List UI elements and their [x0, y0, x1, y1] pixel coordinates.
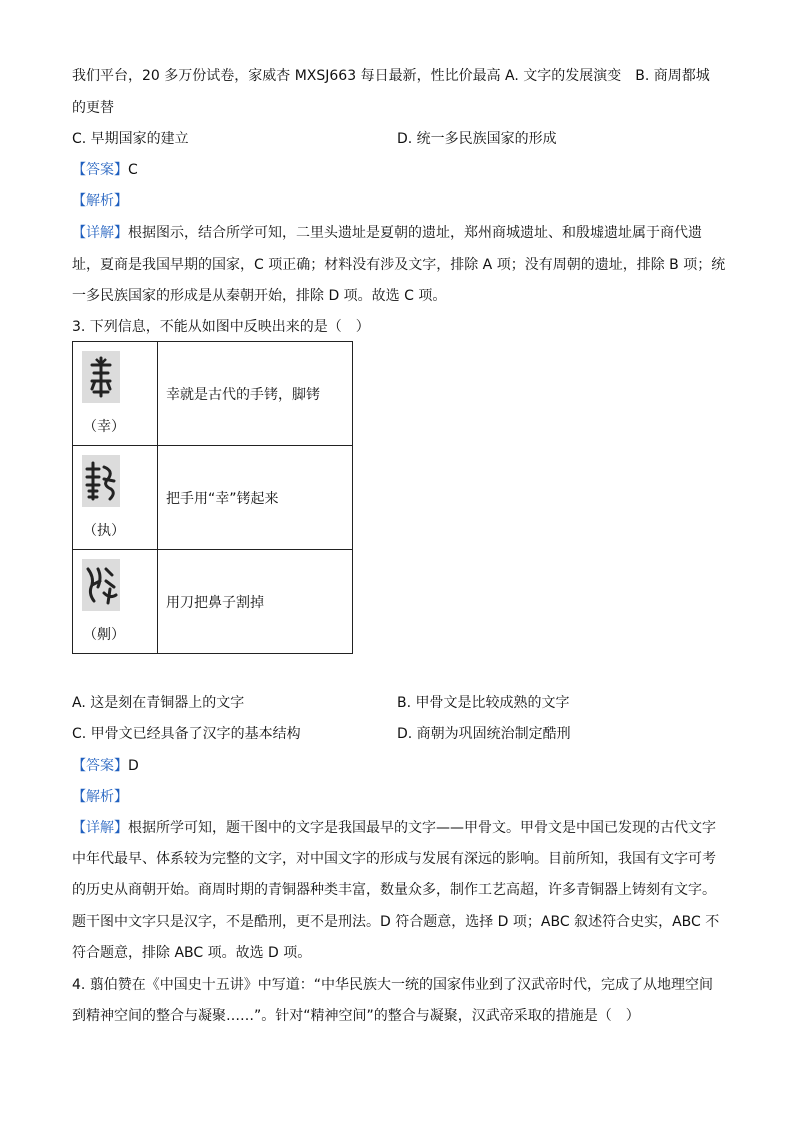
glyph-zhi-icon	[84, 459, 118, 503]
q2-detail-line-3: 一多民族国家的形成是从秦朝开始，排除 D 项。故选 C 项。	[72, 288, 447, 304]
intro-line-2: 的更替	[72, 100, 114, 116]
q3-analysis-tag	[72, 787, 732, 807]
q3-option-d: D. 商朝为巩固统治制定酷刑	[397, 726, 571, 742]
q2-detail-line-1	[72, 223, 732, 243]
intro-line-1: 我们平台，20 多万份试卷，家威杏 MXSJ663 每日最新，性比价最高 A. 文字的发展演变 B. 商周都城	[72, 68, 710, 84]
glyph-cell	[73, 446, 158, 550]
glyph-cell	[73, 342, 158, 446]
q3-detail-line-5: 符合题意，排除 ABC 项。故选 D 项。	[72, 945, 312, 961]
table-row	[73, 342, 353, 446]
answer-tag: 【答案】	[72, 162, 128, 178]
glyph-description: 用刀把鼻子割掉	[158, 550, 353, 654]
detail-tag: 【详解】	[72, 225, 128, 241]
table-row	[73, 446, 353, 550]
q3-option-b: B. 甲骨文是比较成熟的文字	[397, 695, 570, 711]
q2-analysis-tag	[72, 191, 732, 211]
oracle-glyph-image	[82, 559, 120, 611]
answer-value: D	[128, 758, 139, 774]
glyph-description: 幸就是古代的手铐，脚铐	[158, 342, 353, 446]
detail-text: 根据图示，结合所学可知，二里头遗址是夏朝的遗址，郑州商城遗址、和殷墟遗址属于商代遗	[128, 225, 702, 241]
q2-answer	[72, 160, 732, 180]
analysis-tag: 【解析】	[72, 789, 128, 805]
oracle-glyph-image	[82, 455, 120, 507]
q3-detail-line-4: 题干图中文字只是汉字，不是酷刑，更不是刑法。D 符合题意，选择 D 项；ABC 叙述符合史实，ABC 不	[72, 914, 720, 930]
q3-detail-line-3: 的历史从商朝开始。商周时期的青铜器种类丰富，数量众多，制作工艺高超，许多青铜器上铸刻有文字。	[72, 882, 716, 898]
q2-detail-line-2: 址，夏商是我国早期的国家，C 项正确；材料没有涉及文字，排除 A 项；没有周朝的遗址，排除 B 项；统	[72, 257, 726, 273]
glyph-label: （劓）	[83, 627, 125, 643]
q3-detail-line-2: 中年代最早、体系较为完整的文字，对中国文字的形成与发展有深远的影响。目前所知，我国有文字可考	[72, 851, 716, 867]
q3-answer	[72, 756, 732, 776]
q3-option-a: A. 这是刻在青铜器上的文字	[72, 695, 245, 711]
glyph-label: （幸）	[83, 419, 125, 435]
oracle-bone-table	[72, 341, 353, 654]
glyph-label: （执）	[83, 523, 125, 539]
answer-value: C	[128, 162, 138, 178]
q3-detail-line-1	[72, 818, 732, 838]
glyph-yi-icon	[84, 563, 118, 607]
oracle-glyph-image	[82, 351, 120, 403]
glyph-xing-icon	[86, 355, 116, 399]
detail-text: 根据所学可知，题干图中的文字是我国最早的文字——甲骨文。甲骨文是中国已发现的古代文字	[128, 820, 716, 836]
detail-tag: 【详解】	[72, 820, 128, 836]
q4-stem-line-1: 4. 翦伯赞在《中国史十五讲》中写道：“中华民族大一统的国家伟业到了汉武帝时代，完成了从地理空间	[72, 977, 714, 993]
glyph-cell	[73, 550, 158, 654]
q3-option-c: C. 甲骨文已经具备了汉字的基本结构	[72, 726, 301, 742]
table-row	[73, 550, 353, 654]
q4-stem-line-2: 到精神空间的整合与凝聚……”。针对“精神空间”的整合与凝聚，汉武帝采取的措施是（ ）	[72, 1008, 640, 1024]
q2-option-d: D. 统一多民族国家的形成	[397, 131, 557, 147]
analysis-tag: 【解析】	[72, 193, 128, 209]
answer-tag: 【答案】	[72, 758, 128, 774]
glyph-description: 把手用“幸”铐起来	[158, 446, 353, 550]
q3-stem: 3. 下列信息，不能从如图中反映出来的是（ ）	[72, 319, 370, 335]
q2-option-c: C. 早期国家的建立	[72, 131, 189, 147]
